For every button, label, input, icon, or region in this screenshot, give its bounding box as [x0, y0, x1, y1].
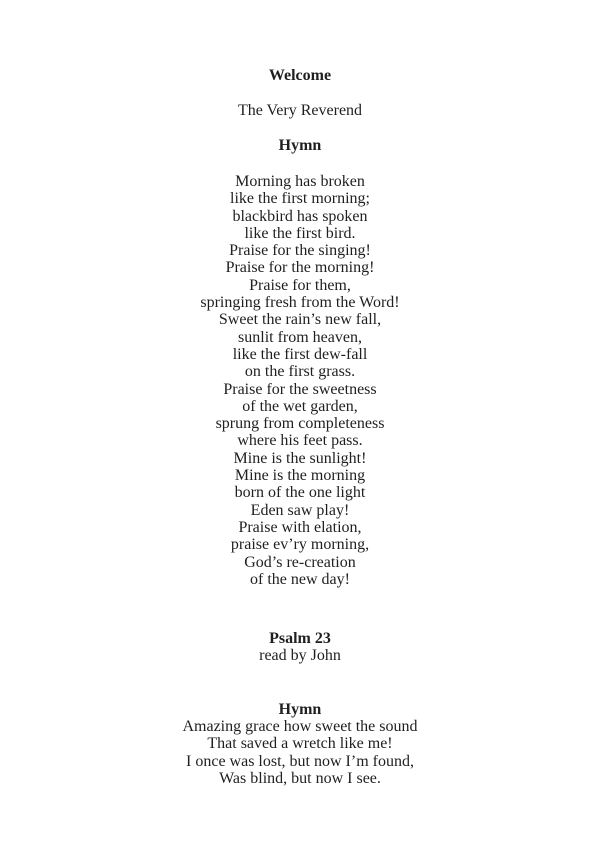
hymn-line: sprung from completeness — [215, 415, 385, 433]
hymn-line: Praise for the morning! — [225, 259, 375, 277]
hymn-line: springing fresh from the Word! — [200, 294, 400, 312]
hymn-line: Morning has broken — [235, 173, 365, 190]
hymn-line: Eden saw play! — [250, 501, 350, 519]
hymn-line: blackbird has spoken — [232, 207, 368, 225]
section-divider-space — [0, 588, 600, 630]
hymn-line: praise ev’ry morning, — [230, 536, 370, 554]
hymn-line: Amazing grace how sweet the sound — [182, 718, 418, 736]
hymn-line: like the first bird. — [244, 224, 356, 242]
hymn-line: like the first dew-fall — [232, 345, 368, 363]
psalm-heading: Psalm 23 — [269, 630, 331, 648]
hymn-line: like the first morning; — [230, 190, 370, 208]
hymn-line: where his feet pass. — [237, 432, 363, 450]
hymn-line: Praise for the sweetness — [223, 380, 377, 398]
hymn-1-heading: Hymn — [278, 137, 322, 154]
hymn-line: Was blind, but now I see. — [219, 769, 381, 787]
hymn-line: Mine is the sunlight! — [233, 449, 367, 467]
hymn-line: I once was lost, but now I’m found, — [186, 752, 414, 770]
hymn-line: of the wet garden, — [242, 397, 358, 415]
hymn-line: Praise with elation, — [238, 518, 362, 536]
hymn-line: Sweet the rain’s new fall, — [218, 311, 382, 329]
hymn-line: Mine is the morning — [234, 467, 366, 485]
hymn-line: That saved a wretch like me! — [207, 735, 393, 753]
hymn-line: on the first grass. — [244, 363, 356, 381]
hymn-line: of the new day! — [250, 570, 350, 588]
psalm-reader-line: read by John — [259, 647, 341, 665]
psalm-section — [0, 630, 600, 665]
hymn-line: God’s re-creation — [244, 553, 356, 571]
section-divider-space — [0, 665, 600, 701]
hymn-line: Praise for the singing! — [229, 242, 371, 260]
officiant-line: The Very Reverend — [237, 102, 363, 119]
hymn-line: born of the one light — [234, 484, 366, 502]
welcome-heading: Welcome — [268, 67, 332, 84]
hymn-line: Praise for them, — [249, 276, 351, 294]
hymn-2-heading: Hymn — [278, 700, 322, 718]
hymn-1-stanza — [0, 173, 600, 588]
hymn-line: sunlit from heaven, — [238, 328, 362, 346]
hymn-2-section — [0, 701, 600, 787]
